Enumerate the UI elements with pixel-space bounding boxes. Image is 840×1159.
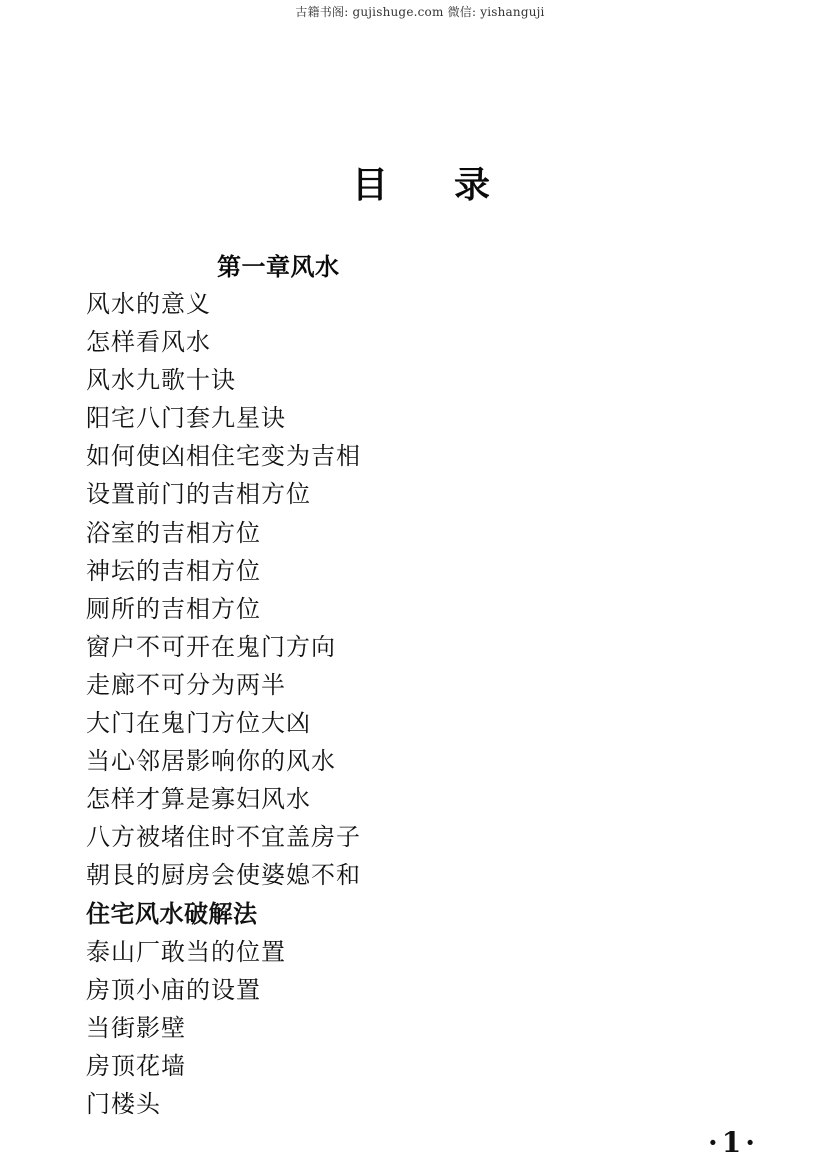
page-number: ·1· [708, 1126, 759, 1159]
toc-item: 房顶花墙 [86, 1051, 186, 1080]
toc-item: 窗户不可开在鬼门方向 [86, 632, 336, 661]
toc-item: 风水的意义 [86, 290, 211, 318]
chapter-heading: 第一章风水 [217, 253, 340, 281]
toc-item: 房顶小庙的设置 [86, 975, 261, 1004]
toc-list [86, 285, 361, 1123]
toc-item: 浴室的吉相方位 [86, 518, 261, 547]
toc-item: 设置前门的吉相方位 [86, 480, 311, 509]
toc-item: 泰山厂敢当的位置 [86, 937, 286, 966]
toc-item: 厕所的吉相方位 [86, 594, 261, 623]
title-char-lu: 录 [454, 164, 491, 206]
toc-section-heading: 住宅风水破解法 [86, 899, 258, 928]
toc-item: 风水九歌十诀 [86, 366, 236, 395]
toc-item: 大门在鬼门方位大凶 [86, 709, 311, 738]
toc-item: 门楼头 [86, 1089, 161, 1118]
toc-item: 走廊不可分为两半 [86, 670, 286, 699]
toc-item: 朝艮的厨房会使婆媳不和 [86, 861, 361, 890]
toc-item: 当街影壁 [86, 1013, 186, 1042]
toc-item: 神坛的吉相方位 [86, 556, 261, 585]
toc-item: 怎样才算是寡妇风水 [86, 785, 311, 814]
page-title [352, 152, 490, 212]
title-char-mu: 目 [352, 164, 389, 206]
toc-item: 当心邻居影响你的风水 [86, 747, 336, 776]
toc-item: 阳宅八门套九星诀 [86, 404, 286, 433]
toc-item: 怎样看风水 [86, 328, 211, 357]
toc-item: 如何使凶相住宅变为吉相 [86, 442, 361, 471]
toc-item: 八方被堵住时不宜盖房子 [86, 823, 361, 852]
watermark: 古籍书阁: gujishuge.com 微信: yishanguji [295, 5, 545, 19]
